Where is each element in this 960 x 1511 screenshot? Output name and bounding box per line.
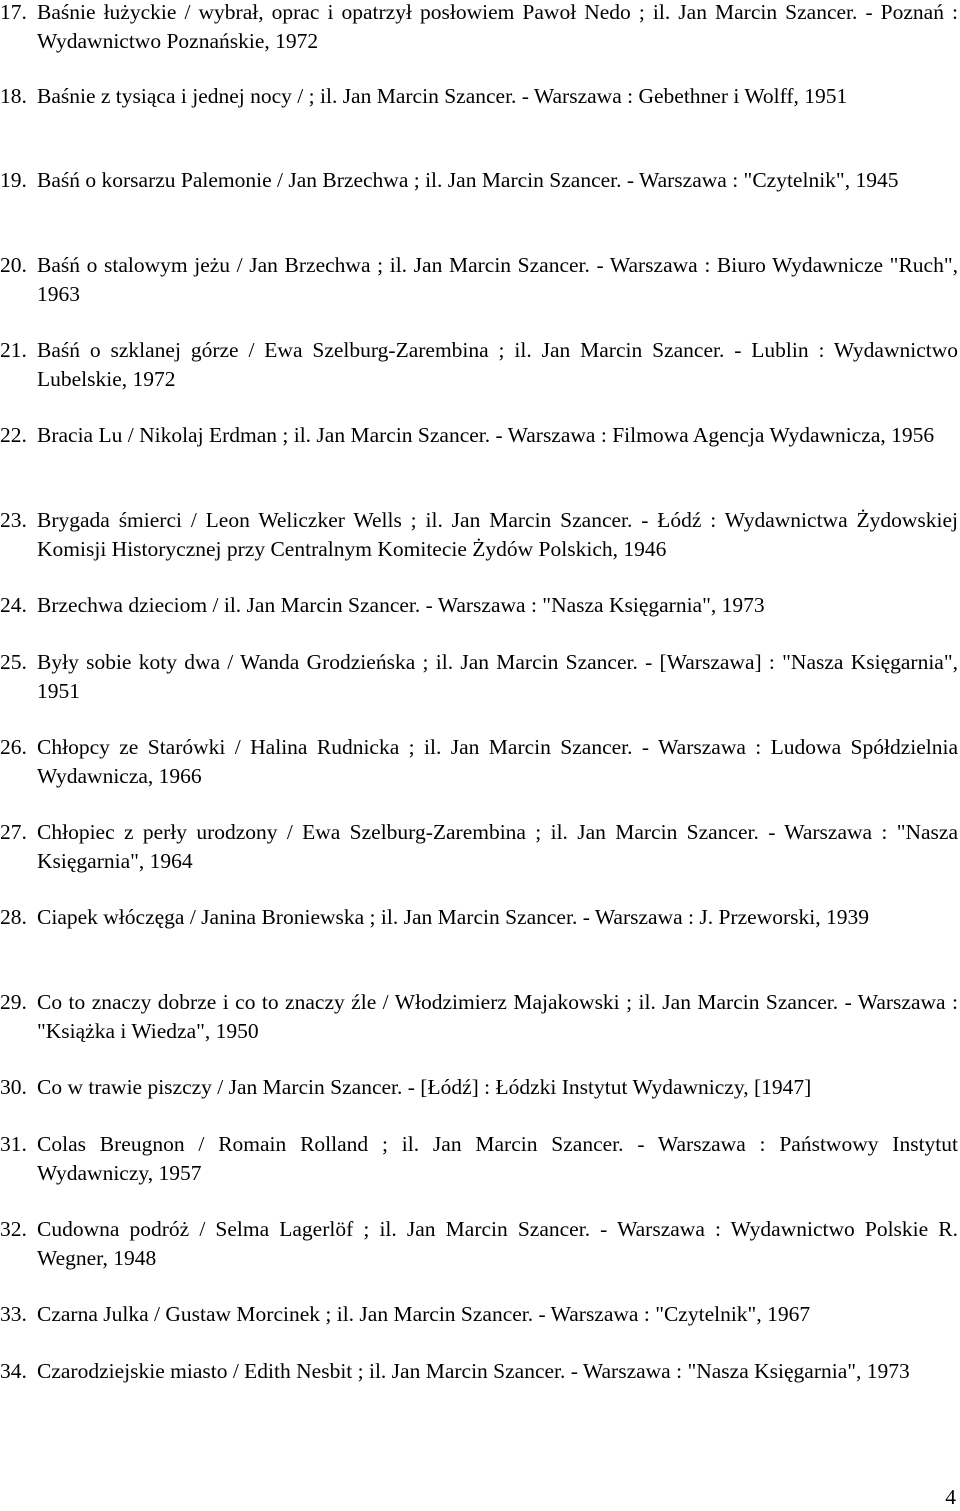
list-item xyxy=(0,903,958,932)
list-item xyxy=(0,506,958,564)
entry-number: 32. xyxy=(0,1217,27,1241)
list-item xyxy=(0,1073,958,1102)
entry-text: Cudowna podróż / Selma Lagerlöf ; il. Jan Marcin Szancer. - Warszawa : Wydawnictwo Polskie R. Wegner, 1948 xyxy=(37,1217,958,1270)
list-item xyxy=(0,336,958,394)
entry-text: Chłopiec z perły urodzony / Ewa Szelburg-Zarembina ; il. Jan Marcin Szancer. - Warszawa : "Nasza Księgarnia", 1964 xyxy=(37,820,958,873)
entry-text: Baśń o korsarzu Palemonie / Jan Brzechwa ; il. Jan Marcin Szancer. - Warszawa : "Czytelnik", 1945 xyxy=(37,168,899,192)
entry-text: Brygada śmierci / Leon Weliczker Wells ; il. Jan Marcin Szancer. - Łódź : Wydawnictwa Żydowskiej Komisji Historycznej przy Centralnym Komitecie Żydów Polskich, 1946 xyxy=(37,508,958,561)
entry-number: 28. xyxy=(0,905,27,929)
list-item xyxy=(0,591,958,620)
entry-text: Co w trawie piszczy / Jan Marcin Szancer. - [Łódź] : Łódzki Instytut Wydawniczy, [1947] xyxy=(37,1075,812,1099)
entry-number: 29. xyxy=(0,990,27,1014)
entry-text: Czarna Julka / Gustaw Morcinek ; il. Jan Marcin Szancer. - Warszawa : "Czytelnik", 1967 xyxy=(37,1302,811,1326)
list-item xyxy=(0,1300,958,1329)
list-item xyxy=(0,421,958,450)
entry-text: Czarodziejskie miasto / Edith Nesbit ; il. Jan Marcin Szancer. - Warszawa : "Nasza Księgarnia", 1973 xyxy=(37,1359,910,1383)
entry-number: 34. xyxy=(0,1359,27,1383)
entry-text: Baśń o stalowym jeżu / Jan Brzechwa ; il. Jan Marcin Szancer. - Warszawa : Biuro Wydawnicze "Ruch", 1963 xyxy=(37,253,958,306)
list-item xyxy=(0,988,958,1046)
entry-number: 27. xyxy=(0,820,27,844)
entry-number: 22. xyxy=(0,423,27,447)
list-item xyxy=(0,166,958,195)
entry-number: 33. xyxy=(0,1302,27,1326)
list-item xyxy=(0,1130,958,1188)
entry-number: 31. xyxy=(0,1132,27,1156)
list-item xyxy=(0,733,958,791)
entry-text: Ciapek włóczęga / Janina Broniewska ; il. Jan Marcin Szancer. - Warszawa : J. Przeworski, 1939 xyxy=(37,905,869,929)
list-item xyxy=(0,0,958,56)
entry-number: 25. xyxy=(0,650,27,674)
entry-number: 24. xyxy=(0,593,27,617)
entry-number: 17. xyxy=(0,0,27,24)
entry-text: Baśnie łużyckie / wybrał, oprac i opatrzył posłowiem Pawoł Nedo ; il. Jan Marcin Szancer. - Poznań : Wydawnictwo Poznańskie, 1972 xyxy=(37,0,958,53)
entry-number: 18. xyxy=(0,84,27,108)
list-item xyxy=(0,648,958,706)
entry-text: Co to znaczy dobrze i co to znaczy źle / Włodzimierz Majakowski ; il. Jan Marcin Szancer. - Warszawa : "Książka i Wiedza", 1950 xyxy=(37,990,958,1043)
list-item xyxy=(0,1215,958,1273)
list-item xyxy=(0,1357,958,1386)
entry-number: 21. xyxy=(0,338,27,362)
entry-text: Brzechwa dzieciom / il. Jan Marcin Szancer. - Warszawa : "Nasza Księgarnia", 1973 xyxy=(37,593,765,617)
entry-text: Baśń o szklanej górze / Ewa Szelburg-Zarembina ; il. Jan Marcin Szancer. - Lublin : Wydawnictwo Lubelskie, 1972 xyxy=(37,338,958,391)
list-item xyxy=(0,818,958,876)
page-number: 4 xyxy=(945,1485,956,1509)
entry-number: 23. xyxy=(0,508,27,532)
entry-number: 19. xyxy=(0,168,27,192)
list-item xyxy=(0,251,958,309)
entry-text: Colas Breugnon / Romain Rolland ; il. Jan Marcin Szancer. - Warszawa : Państwowy Instytut Wydawniczy, 1957 xyxy=(37,1132,958,1185)
list-item xyxy=(0,82,958,111)
entry-number: 20. xyxy=(0,253,27,277)
entry-number: 26. xyxy=(0,735,27,759)
entry-text: Baśnie z tysiąca i jednej nocy / ; il. Jan Marcin Szancer. - Warszawa : Gebethner i Wolff, 1951 xyxy=(37,84,848,108)
entry-text: Bracia Lu / Nikolaj Erdman ; il. Jan Marcin Szancer. - Warszawa : Filmowa Agencja Wydawnicza, 1956 xyxy=(37,423,935,447)
entry-text: Chłopcy ze Starówki / Halina Rudnicka ; il. Jan Marcin Szancer. - Warszawa : Ludowa Spółdzielnia Wydawnicza, 1966 xyxy=(37,735,958,788)
entry-text: Były sobie koty dwa / Wanda Grodzieńska ; il. Jan Marcin Szancer. - [Warszawa] : "Nasza Księgarnia", 1951 xyxy=(37,650,958,703)
entry-number: 30. xyxy=(0,1075,27,1099)
